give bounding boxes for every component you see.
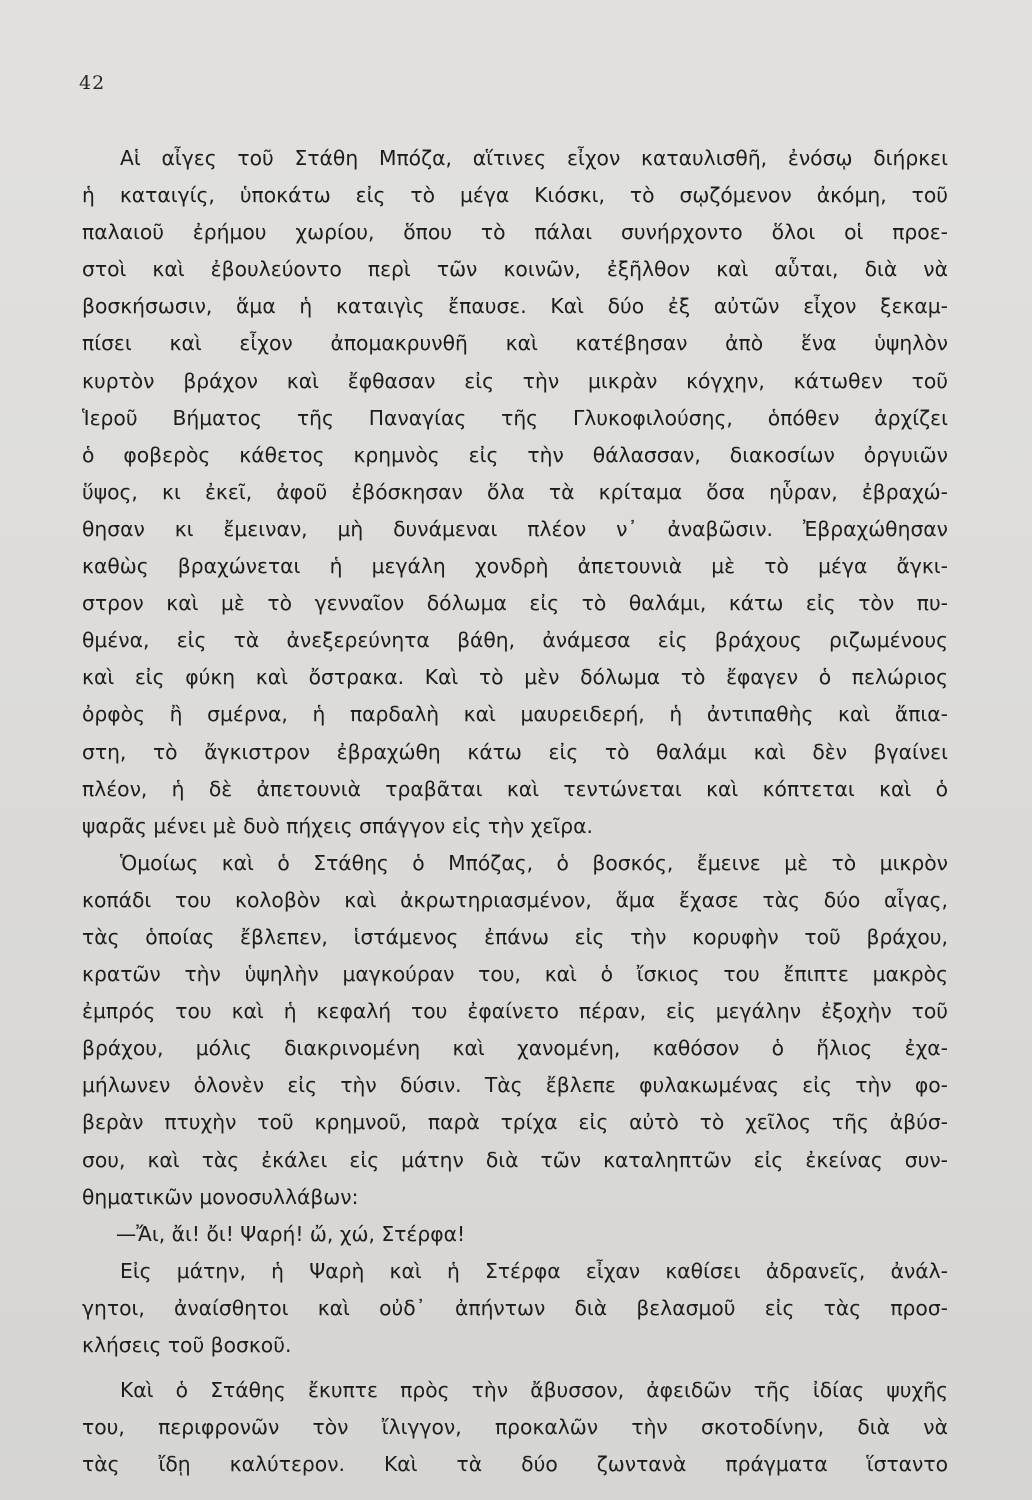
text-line: βοσκήσωσιν, ἅμα ἡ καταιγὶς ἔπαυσε. Καὶ δύο ἐξ αὐτῶν εἶχον ξεκαμ- — [82, 294, 948, 319]
text-line: θησαν κι ἔμειναν, μὴ δυνάμεναι πλέον ν᾽ ἀναβῶσιν. Ἐβραχώθησαν — [82, 516, 948, 541]
paragraph-2 — [82, 845, 948, 1216]
text-line: Καὶ ὁ Στάθης ἔκυπτε πρὸς τὴν ἄβυσσον, ἀφειδῶν τῆς ἰδίας ψυχῆς — [120, 1378, 948, 1403]
text-line: πλέον, ἡ δὲ ἀπετουνιὰ τραβᾶται καὶ τεντώνεται καὶ κόπτεται καὶ ὁ — [82, 776, 948, 801]
text-line: καὶ εἰς φύκη καὶ ὄστρακα. Καὶ τὸ μὲν δόλωμα τὸ ἔφαγεν ὁ πελώριος — [82, 665, 948, 690]
text-line: —Ἄι, ἄι! ὄι! Ψαρή! ὤ, χώ, Στέρφα! — [116, 1221, 466, 1246]
text-line: τὰς ἴδῃ καλύτερον. Καὶ τὰ δύο ζωντανὰ πράγματα ἵσταντο — [82, 1452, 948, 1477]
text-line: ψαρᾶς μένει μὲ δυὸ πήχεις σπάγγον εἰς τὴν χεῖρα. — [82, 813, 593, 838]
text-line: παλαιοῦ ἐρήμου χωρίου, ὅπου τὸ πάλαι συνήρχοντο ὅλοι οἱ προε- — [82, 220, 948, 245]
page-number: 42 — [79, 72, 106, 94]
paragraph-1 — [82, 140, 948, 845]
text-line: βράχου, μόλις διακρινομένη καὶ χανομένη, καθόσον ὁ ἥλιος ἐχα- — [82, 1036, 948, 1061]
text-line: μήλωνεν ὁλονὲν εἰς τὴν δύσιν. Τὰς ἔβλεπε φυλακωμένας εἰς τὴν φο- — [82, 1073, 948, 1098]
text-line: γητοι, ἀναίσθητοι καὶ οὐδ᾽ ἀπήντων διὰ βελασμοῦ εἰς τὰς προσ- — [82, 1295, 948, 1320]
body-text — [82, 140, 948, 1483]
text-line: Ἱεροῦ Βήματος τῆς Παναγίας τῆς Γλυκοφιλούσης, ὁπόθεν ἀρχίζει — [82, 405, 948, 430]
text-line: καθὼς βραχώνεται ἡ μεγάλη χονδρὴ ἀπετουνιὰ μὲ τὸ μέγα ἄγκι- — [82, 554, 948, 579]
text-line: στοὶ καὶ ἐβουλεύοντο περὶ τῶν κοινῶν, ἐξῆλθον καὶ αὗται, διὰ νὰ — [82, 257, 948, 282]
text-line: ὕψος, κι ἐκεῖ, ἀφοῦ ἐβόσκησαν ὅλα τὰ κρίταμα ὅσα ηὗραν, ἐβραχώ- — [82, 479, 948, 504]
text-line: ἐμπρός του καὶ ἡ κεφαλή του ἐφαίνετο πέραν, εἰς μεγάλην ἐξοχὴν τοῦ — [82, 999, 948, 1024]
text-line: Ὁμοίως καὶ ὁ Στάθης ὁ Μπόζας, ὁ βοσκός, ἔμεινε μὲ τὸ μικρὸν — [120, 850, 948, 875]
dialogue-line — [82, 1216, 948, 1253]
text-line: Εἰς μάτην, ἡ Ψαρὴ καὶ ἡ Στέρφα εἶχαν καθίσει ἀδρανεῖς, ἀνάλ- — [120, 1258, 948, 1283]
text-line: ὁ φοβερὸς κάθετος κρημνὸς εἰς τὴν θάλασσαν, διακοσίων ὀργυιῶν — [82, 442, 948, 467]
text-line: κυρτὸν βράχον καὶ ἔφθασαν εἰς τὴν μικρὰν κόγχην, κάτωθεν τοῦ — [82, 368, 948, 393]
text-line: κοπάδι του κολοβὸν καὶ ἀκρωτηριασμένον, ἅμα ἔχασε τὰς δύο αἶγας, — [82, 887, 948, 912]
text-line: στρον καὶ μὲ τὸ γενναῖον δόλωμα εἰς τὸ θαλάμι, κάτω εἰς τὸν πυ- — [82, 591, 948, 616]
text-line: Αἱ αἶγες τοῦ Στάθη Μπόζα, αἵτινες εἶχον καταυλισθῆ, ἐνόσῳ διήρκει — [120, 146, 948, 170]
text-line: στη, τὸ ἄγκιστρον ἐβραχώθη κάτω εἰς τὸ θαλάμι καὶ δὲν βγαίνει — [82, 739, 948, 764]
text-line: κλήσεις τοῦ βοσκοῦ. — [82, 1333, 292, 1357]
text-line: τὰς ὁποίας ἔβλεπεν, ἱστάμενος ἐπάνω εἰς τὴν κορυφὴν τοῦ βράχου, — [82, 924, 948, 949]
text-line: κρατῶν τὴν ὑψηλὴν μαγκούραν του, καὶ ὁ ἴσκιος του ἔπιπτε μακρὸς — [82, 962, 948, 987]
text-line: του, περιφρονῶν τὸν ἴλιγγον, προκαλῶν τὴν σκοτοδίνην, διὰ νὰ — [82, 1415, 948, 1440]
text-line: θμένα, εἰς τὰ ἀνεξερεύνητα βάθη, ἀνάμεσα εἰς βράχους ριζωμένους — [82, 628, 948, 653]
text-line: σου, καὶ τὰς ἐκάλει εἰς μάτην διὰ τῶν καταληπτῶν εἰς ἐκείνας συν- — [82, 1147, 948, 1172]
text-line: βερὰν πτυχὴν τοῦ κρημνοῦ, παρὰ τρίχα εἰς αὐτὸ τὸ χεῖλος τῆς ἀβύσ- — [82, 1110, 948, 1135]
paragraph-3 — [82, 1253, 948, 1364]
text-line: θηματικῶν μονοσυλλάβων: — [82, 1184, 359, 1209]
text-line: ἡ καταιγίς, ὑποκάτω εἰς τὸ μέγα Κιόσκι, τὸ σῳζόμενον ἀκόμη, τοῦ — [82, 183, 948, 208]
text-line: πίσει καὶ εἶχον ἀπομακρυνθῆ καὶ κατέβησαν ἀπὸ ἕνα ὑψηλὸν — [82, 331, 948, 356]
text-line: ὀρφὸς ἢ σμέρνα, ἡ παρδαλὴ καὶ μαυρειδερή, ἡ ἀντιπαθὴς καὶ ἄπια- — [82, 702, 948, 727]
paragraph-4 — [82, 1372, 948, 1483]
